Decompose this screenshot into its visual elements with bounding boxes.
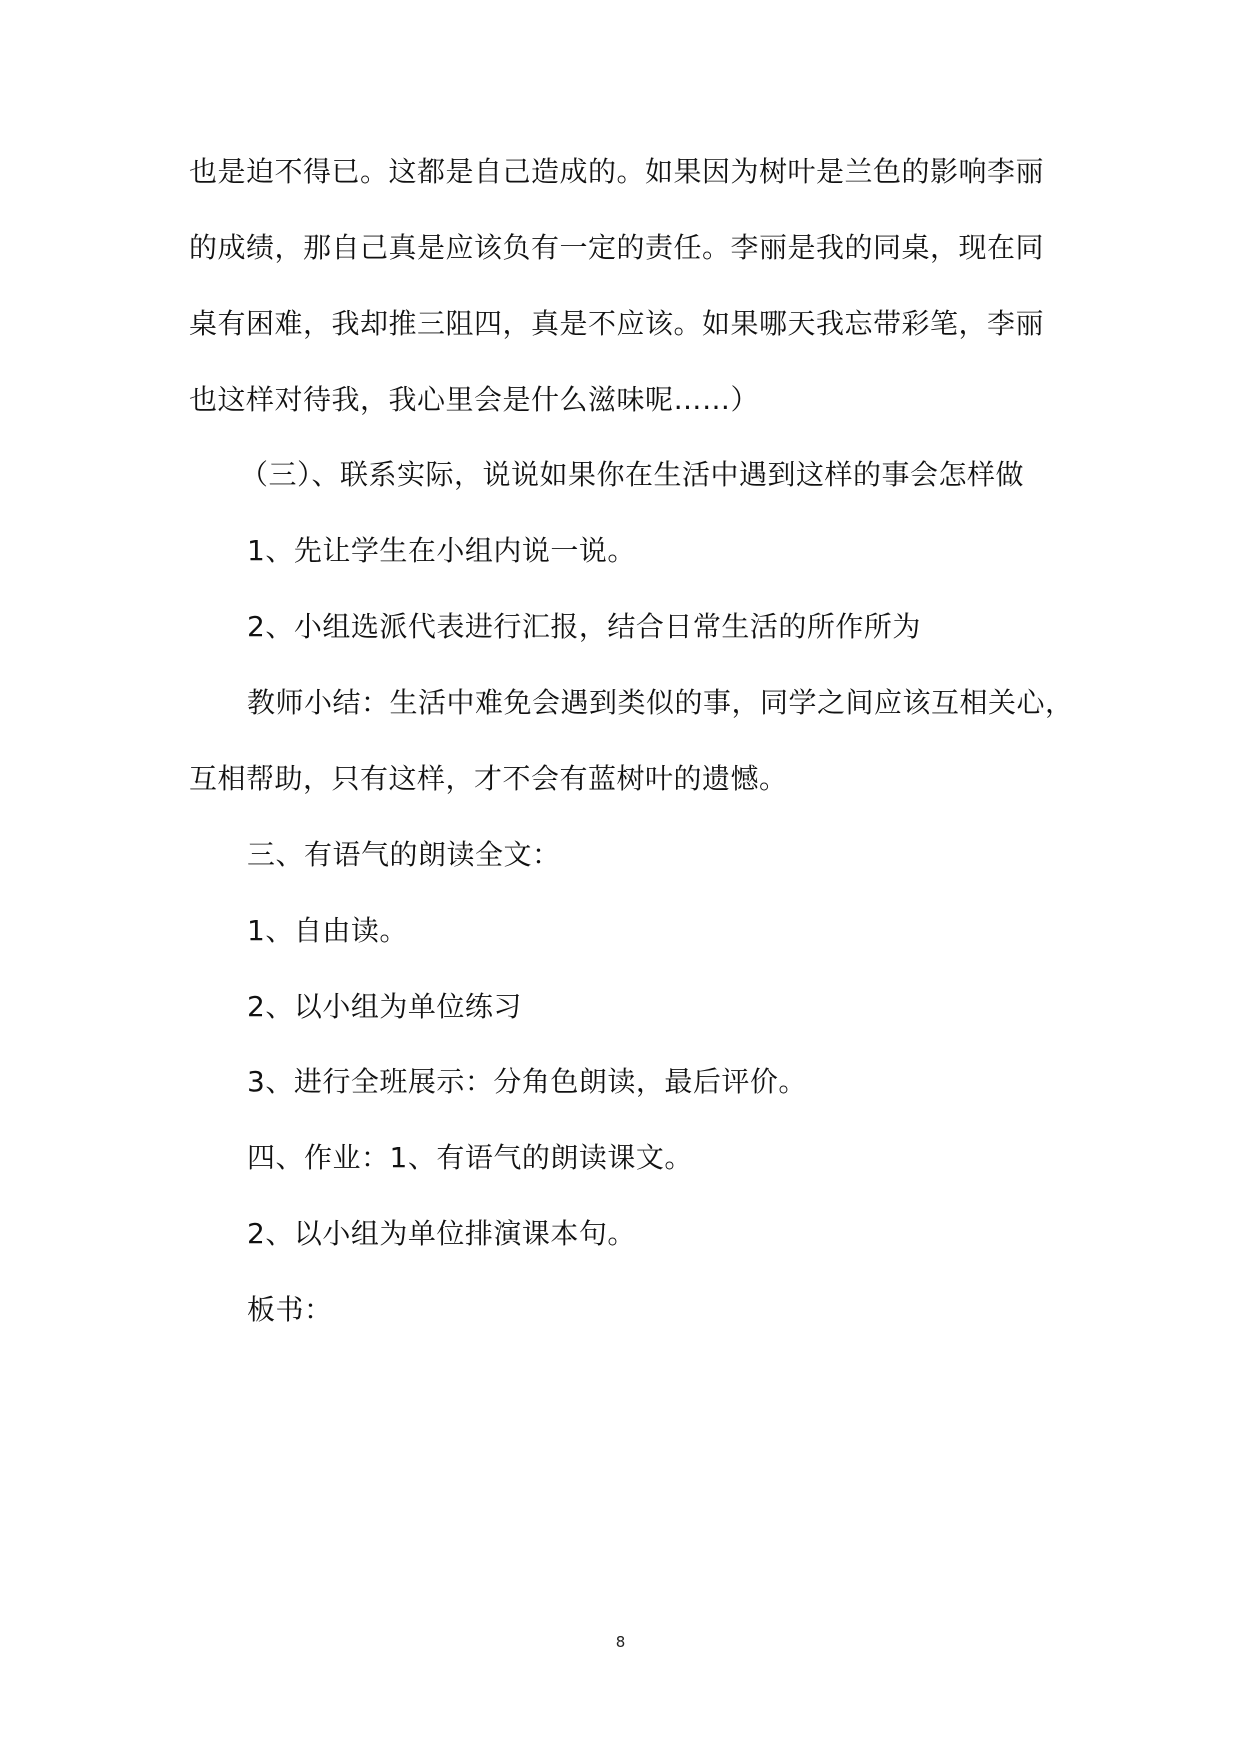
text-line: 桌有困难，我却推三阻四，真是不应该。如果哪天我忘带彩笔，李丽 [189, 307, 1045, 340]
text-line: 的成绩，那自己真是应该负有一定的责任。李丽是我的同桌，现在同 [189, 231, 1045, 264]
list-item: 2、以小组为单位排演课本句。 [247, 1217, 636, 1250]
text-line: 也这样对待我，我心里会是什么滋味呢……） [189, 383, 760, 416]
section-heading: 板书： [247, 1293, 333, 1326]
list-item: 2、以小组为单位练习 [247, 990, 522, 1023]
list-item: 2、小组选派代表进行汇报，结合日常生活的所作所为 [247, 610, 921, 643]
text-line: 互相帮助，只有这样，才不会有蓝树叶的遗憾。 [189, 762, 788, 795]
list-item: 1、自由读。 [247, 914, 408, 947]
page-number: 8 [615, 1633, 626, 1651]
text-line: 教师小结：生活中难免会遇到类似的事，同学之间应该互相关心， [247, 686, 1074, 719]
list-item: 3、进行全班展示：分角色朗读，最后评价。 [247, 1065, 807, 1098]
section-heading: 四、作业：1、有语气的朗读课文。 [247, 1141, 693, 1174]
section-heading: （三）、联系实际，说说如果你在生活中遇到这样的事会怎样做 [240, 458, 1025, 491]
section-heading: 三、有语气的朗读全文： [247, 838, 561, 871]
text-line: 也是迫不得已。这都是自己造成的。如果因为树叶是兰色的影响李丽 [189, 155, 1045, 188]
list-item: 1、先让学生在小组内说一说。 [247, 534, 636, 567]
